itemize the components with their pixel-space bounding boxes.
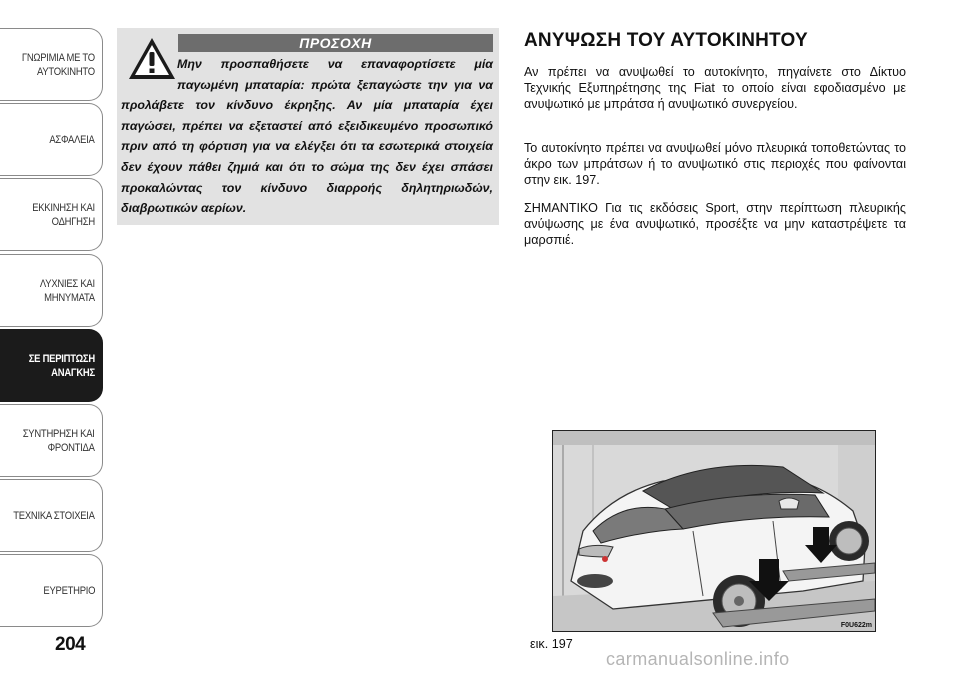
paragraph-1: Αν πρέπει να ανυψωθεί το αυτοκίνητο, πηγαίνετε στο Δίκτυο Τεχνικής Εξυπηρέτησης της Fiat το οποίο είναι εφοδιασμένο με ανυψωτικό με μπράτσα ή ανυψωτικό συνεργείου. [524,65,906,111]
tab-emergency[interactable] [0,329,103,402]
warning-text [121,54,493,219]
section-title: ΑΝΥΨΩΣΗ ΤΟΥ ΑΥΤΟΚΙΝΗΤΟΥ [524,30,808,51]
tab-label: ΛΥΧΝΙΕΣ ΚΑΙ ΜΗΝΥΜΑΤΑ [40,277,95,304]
car-lift-illustration [553,431,875,631]
tab-index[interactable] [0,554,103,627]
tab-label: ΑΣΦΑΛΕΙΑ [49,133,95,146]
figure-code: F0U622m [840,622,872,629]
figure-car-lift [552,430,876,632]
tab-label: ΣΥΝΤΗΡΗΣΗ ΚΑΙ ΦΡΟΝΤΙΔΑ [23,427,95,454]
paragraph-3: ΣΗΜΑΝΤΙΚΟ Για τις εκδόσεις Sport, στην περίπτωση πλευρικής ανύψωσης με ένα ανυψωτικό, προσέξτε να μην καταστρέψετε τα μαρσπιέ. [524,201,906,247]
warning-title: ΠΡΟΣΟΧΗ [178,34,493,52]
tab-label: ΤΕΧΝΙΚΑ ΣΤΟΙΧΕΙΑ [13,509,95,522]
tab-label: ΕΥΡΕΤΗΡΙΟ [43,584,95,597]
tab-maintenance[interactable] [0,404,103,477]
page-number: 204 [55,634,86,655]
warning-box [117,28,499,225]
tab-label: ΣΕ ΠΕΡΙΠΤΩΣΗ ΑΝΑΓΚΗΣ [28,352,95,379]
tab-starting-driving[interactable] [0,178,103,251]
figure-caption: εικ. 197 [530,637,573,651]
tab-label: ΓΝΩΡΙΜΙΑ ΜΕ ΤΟ ΑΥΤΟΚΙΝΗΤΟ [22,51,95,78]
tab-safety[interactable] [0,103,103,176]
tab-technical-data[interactable] [0,479,103,552]
tab-getting-to-know[interactable] [0,28,103,101]
watermark: carmanualsonline.info [606,649,790,669]
tab-label: ΕΚΚΙΝΗΣΗ ΚΑΙ ΟΔΗΓΗΣΗ [32,201,95,228]
warning-text-content: Μην προσπαθήσετε να επαναφορτίσετε μία παγωμένη μπαταρία: πρώτα ξεπαγώστε την για να προλάβετε τον κίνδυνο έκρηξης. Αν μία μπαταρία έχει παγώσει, πρέπει να εξεταστεί από εξειδικευμένο προσωπικό πριν από τη φόρτιση για να ελέγξει ότι τα εσωτερικά στοιχεία δεν έχουν πάθει ζημιά και ότι το σώμα της δεν έχει σπάσει προκαλώντας τον κίνδυνο διαρροής δηλητηριωδών, διαβρωτικών αερίων. [121,57,493,216]
paragraph-2: Το αυτοκίνητο πρέπει να ανυψωθεί μόνο πλευρικά τοποθετώντας το άκρο των μπράτσων ή το ανυψωτικό στις περιοχές που φαίνονται στην εικ. 197. [524,141,906,187]
tab-warning-lights[interactable] [0,254,103,327]
